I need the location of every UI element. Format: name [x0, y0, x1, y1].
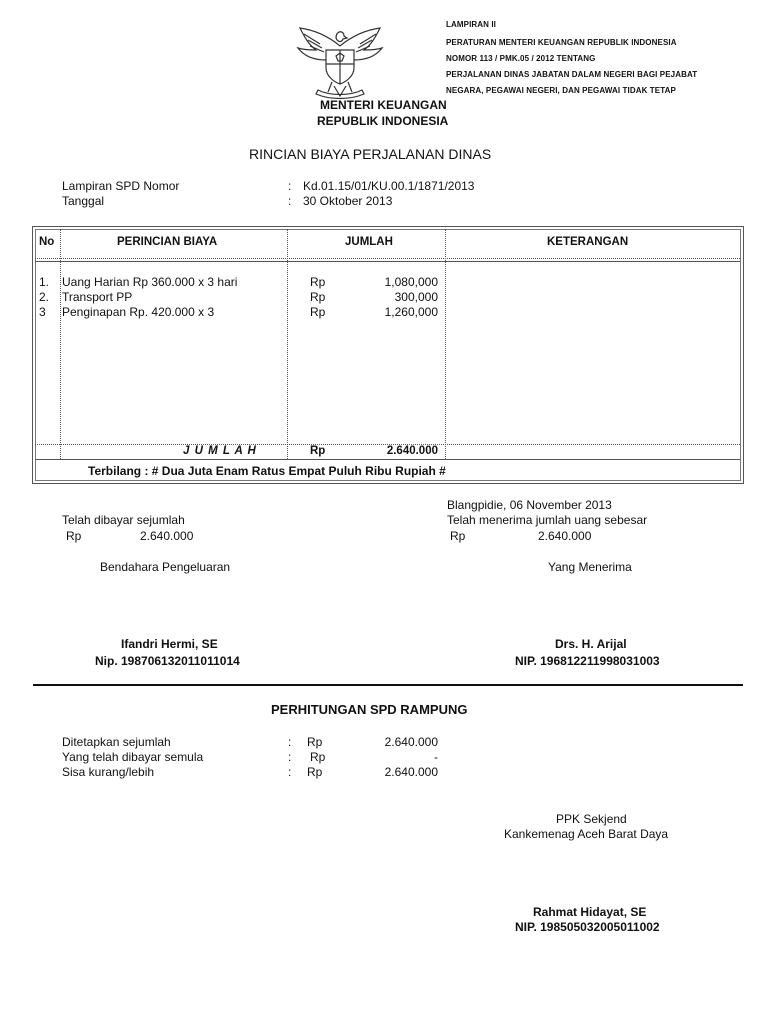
name-penerima: Drs. H. Arijal — [555, 637, 627, 651]
name-bendahara: Ifandri Hermi, SE — [121, 637, 218, 651]
meta-label-tanggal: Tanggal — [62, 194, 105, 208]
row-2-no: 2. — [39, 290, 50, 304]
ppk-line-1: PPK Sekjend — [556, 812, 627, 826]
received-label: Telah menerima jumlah uang sebesar — [447, 513, 648, 527]
lampiran-line-2: PERATURAN MENTERI KEUANGAN REPUBLIK INDONESIA — [446, 38, 677, 47]
total-divider-bottom — [35, 459, 740, 460]
paid-label: Telah dibayar sejumlah — [62, 513, 185, 527]
role-penerima: Yang Menerima — [548, 560, 632, 574]
rampung-sep-3: : — [288, 765, 292, 779]
rampung-sep-1: : — [288, 735, 292, 749]
row-2-cur: Rp — [310, 290, 326, 304]
received-cur: Rp — [450, 529, 466, 543]
col-divider-jumlah — [445, 229, 446, 459]
row-1-amount: 1,080,000 — [384, 275, 438, 289]
row-1-no: 1. — [39, 275, 50, 289]
paid-cur: Rp — [66, 529, 82, 543]
rampung-cur-2: Rp — [310, 750, 326, 764]
meta-sep-spd: : — [288, 179, 292, 193]
lampiran-line-5: NEGARA, PEGAWAI NEGERI, DAN PEGAWAI TIDAK TETAP — [446, 86, 676, 95]
lampiran-line-4: PERJALANAN DINAS JABATAN DALAM NEGERI BAGI PEJABAT — [446, 70, 698, 79]
rampung-cur-1: Rp — [307, 735, 323, 749]
paid-amount: 2.640.000 — [140, 529, 194, 543]
rampung-sep-2: : — [288, 750, 292, 764]
header-perincian: PERINCIAN BIAYA — [117, 236, 218, 248]
header-jumlah: JUMLAH — [345, 236, 393, 248]
rampung-cur-3: Rp — [307, 765, 323, 779]
col-divider-no — [60, 229, 61, 459]
role-bendahara: Bendahara Pengeluaran — [100, 560, 231, 574]
kop-line-1: MENTERI KEUANGAN — [320, 98, 447, 112]
row-2-amount: 300,000 — [394, 290, 438, 304]
row-1-desc: Uang Harian Rp 360.000 x 3 hari — [62, 275, 238, 289]
ppk-nip: NIP. 198505032005011002 — [515, 920, 660, 934]
meta-value-spd: Kd.01.15/01/KU.00.1/1871/2013 — [303, 179, 475, 193]
rampung-label-2: Yang telah dibayar semula — [62, 750, 204, 764]
ppk-line-2: Kankemenag Aceh Barat Daya — [504, 827, 669, 841]
ppk-name: Rahmat Hidayat, SE — [533, 905, 647, 919]
total-cur: Rp — [310, 445, 326, 457]
meta-sep-tanggal: : — [288, 194, 292, 208]
nip-penerima: NIP. 196812211998031003 — [515, 654, 660, 668]
place-date: Blangpidie, 06 November 2013 — [447, 498, 612, 512]
total-label: J U M L A H — [183, 445, 257, 457]
terbilang-text: Terbilang : # Dua Juta Enam Ratus Empat Puluh Ribu Rupiah # — [88, 464, 446, 478]
header-divider — [35, 258, 740, 259]
meta-label-spd: Lampiran SPD Nomor — [62, 179, 180, 193]
row-2-desc: Transport PP — [62, 290, 133, 304]
rampung-amount-2: - — [434, 750, 438, 764]
row-3-no: 3 — [39, 305, 46, 319]
received-amount: 2.640.000 — [538, 529, 592, 543]
col-divider-perincian — [287, 229, 288, 459]
rampung-title: PERHITUNGAN SPD RAMPUNG — [271, 702, 468, 717]
header-keterangan: KETERANGAN — [547, 236, 629, 248]
garuda-emblem-icon — [290, 16, 390, 100]
row-3-cur: Rp — [310, 305, 326, 319]
nip-bendahara: Nip. 198706132011011014 — [95, 654, 240, 668]
rampung-amount-3: 2.640.000 — [384, 765, 438, 779]
meta-value-tanggal: 30 Oktober 2013 — [303, 194, 393, 208]
row-3-desc: Penginapan Rp. 420.000 x 3 — [62, 305, 215, 319]
header-no: No — [39, 236, 55, 248]
section-separator — [33, 684, 743, 686]
kop-line-2: REPUBLIK INDONESIA — [317, 114, 449, 128]
total-amount: 2.640.000 — [386, 445, 438, 457]
row-1-cur: Rp — [310, 275, 326, 289]
row-3-amount: 1,260,000 — [384, 305, 438, 319]
rampung-label-1: Ditetapkan sejumlah — [62, 735, 171, 749]
header-divider-solid — [35, 261, 740, 262]
lampiran-line-3: NOMOR 113 / PMK.05 / 2012 TENTANG — [446, 54, 596, 63]
page-title: RINCIAN BIAYA PERJALANAN DINAS — [249, 146, 492, 162]
lampiran-line-1: LAMPIRAN II — [446, 20, 496, 29]
rampung-amount-1: 2.640.000 — [384, 735, 438, 749]
rampung-label-3: Sisa kurang/lebih — [62, 765, 155, 779]
